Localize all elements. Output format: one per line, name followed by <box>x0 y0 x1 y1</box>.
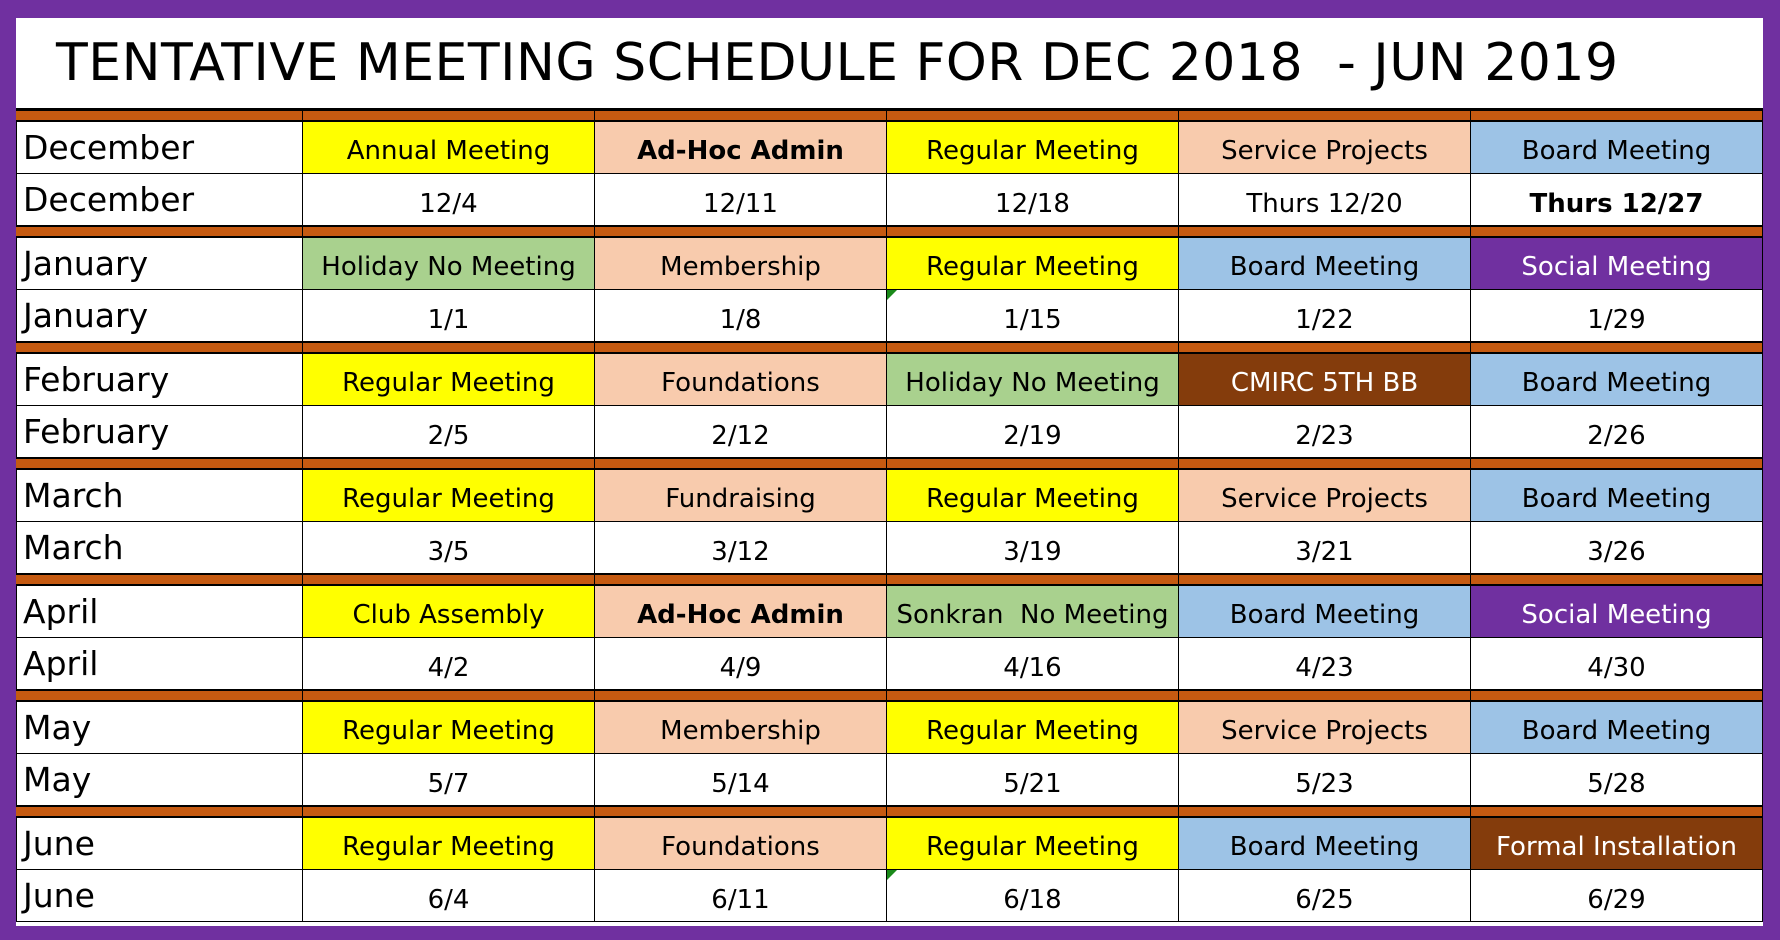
event-cell[interactable]: Formal Installation <box>1471 818 1763 870</box>
month-separator <box>16 690 1763 702</box>
event-cell[interactable]: Foundations <box>595 354 887 406</box>
date-cell[interactable]: 5/23 <box>1179 754 1471 806</box>
separator-segment <box>303 574 595 586</box>
separator-segment <box>1471 226 1763 238</box>
separator-segment <box>887 110 1179 122</box>
date-cell-with-comment-marker[interactable]: 1/15 <box>887 290 1179 342</box>
event-cell[interactable]: Board Meeting <box>1179 238 1471 290</box>
date-cell[interactable]: 3/21 <box>1179 522 1471 574</box>
month-block-march <box>16 458 1763 574</box>
separator-segment <box>1471 806 1763 818</box>
separator-segment <box>303 110 595 122</box>
event-cell[interactable]: Annual Meeting <box>303 122 595 174</box>
event-cell[interactable]: Service Projects <box>1179 122 1471 174</box>
month-label: March <box>16 470 303 522</box>
event-cell[interactable]: Sonkran No Meeting <box>887 586 1179 638</box>
event-cell[interactable]: Social Meeting <box>1471 586 1763 638</box>
event-cell[interactable]: Membership <box>595 702 887 754</box>
separator-segment <box>16 110 303 122</box>
event-cell[interactable]: Ad-Hoc Admin <box>595 586 887 638</box>
separator-segment <box>16 458 303 470</box>
separator-segment <box>1471 690 1763 702</box>
date-cell[interactable]: 6/25 <box>1179 870 1471 922</box>
event-cell[interactable]: Ad-Hoc Admin <box>595 122 887 174</box>
event-cell[interactable]: Social Meeting <box>1471 238 1763 290</box>
date-cell[interactable]: 1/29 <box>1471 290 1763 342</box>
date-cell[interactable]: 2/12 <box>595 406 887 458</box>
page-title: TENTATIVE MEETING SCHEDULE FOR DEC 2018 - JUN 2019 <box>56 33 1619 93</box>
date-cell[interactable]: 12/18 <box>887 174 1179 226</box>
event-cell[interactable]: Regular Meeting <box>303 702 595 754</box>
month-label: March <box>16 522 303 574</box>
event-cell[interactable]: Holiday No Meeting <box>303 238 595 290</box>
event-row <box>16 238 1763 290</box>
event-cell[interactable]: Regular Meeting <box>887 702 1179 754</box>
month-separator <box>16 458 1763 470</box>
date-cell[interactable]: 3/26 <box>1471 522 1763 574</box>
separator-segment <box>16 806 303 818</box>
date-cell[interactable]: 4/16 <box>887 638 1179 690</box>
date-cell[interactable]: 2/19 <box>887 406 1179 458</box>
separator-segment <box>1471 574 1763 586</box>
month-label: May <box>16 754 303 806</box>
date-cell[interactable]: 3/12 <box>595 522 887 574</box>
month-label: May <box>16 702 303 754</box>
separator-segment <box>303 342 595 354</box>
separator-segment <box>303 458 595 470</box>
event-cell[interactable]: Board Meeting <box>1471 470 1763 522</box>
date-cell[interactable]: 1/8 <box>595 290 887 342</box>
event-row <box>16 586 1763 638</box>
event-row <box>16 470 1763 522</box>
event-cell[interactable]: Holiday No Meeting <box>887 354 1179 406</box>
event-cell[interactable]: Regular Meeting <box>887 818 1179 870</box>
date-cell[interactable]: Thurs 12/27 <box>1471 174 1763 226</box>
date-cell[interactable]: 1/22 <box>1179 290 1471 342</box>
month-label: June <box>16 870 303 922</box>
separator-segment <box>1471 458 1763 470</box>
month-separator <box>16 342 1763 354</box>
separator-segment <box>1179 458 1471 470</box>
event-row <box>16 818 1763 870</box>
separator-segment <box>303 690 595 702</box>
separator-segment <box>1179 690 1471 702</box>
date-cell[interactable]: 6/29 <box>1471 870 1763 922</box>
month-label: April <box>16 638 303 690</box>
date-cell[interactable]: 4/23 <box>1179 638 1471 690</box>
separator-segment <box>887 226 1179 238</box>
month-separator <box>16 574 1763 586</box>
event-cell[interactable]: Foundations <box>595 818 887 870</box>
date-cell[interactable]: 5/14 <box>595 754 887 806</box>
date-cell[interactable]: 5/21 <box>887 754 1179 806</box>
month-label: June <box>16 818 303 870</box>
date-cell[interactable]: 12/11 <box>595 174 887 226</box>
date-row <box>16 754 1763 806</box>
separator-segment <box>1179 342 1471 354</box>
month-block-january <box>16 226 1763 342</box>
separator-segment <box>887 574 1179 586</box>
month-separator <box>16 226 1763 238</box>
date-cell[interactable]: 5/28 <box>1471 754 1763 806</box>
separator-segment <box>16 342 303 354</box>
date-cell[interactable]: 6/4 <box>303 870 595 922</box>
date-row <box>16 406 1763 458</box>
event-cell[interactable]: Board Meeting <box>1471 354 1763 406</box>
month-block-june <box>16 806 1763 922</box>
event-cell[interactable]: Board Meeting <box>1471 122 1763 174</box>
separator-segment <box>303 226 595 238</box>
month-block-april <box>16 574 1763 690</box>
date-cell[interactable]: 1/1 <box>303 290 595 342</box>
date-cell[interactable]: 2/26 <box>1471 406 1763 458</box>
event-cell[interactable]: Service Projects <box>1179 702 1471 754</box>
date-cell[interactable]: 2/23 <box>1179 406 1471 458</box>
date-cell[interactable]: 3/19 <box>887 522 1179 574</box>
separator-segment <box>595 226 887 238</box>
separator-segment <box>16 226 303 238</box>
month-block-february <box>16 342 1763 458</box>
separator-segment <box>16 574 303 586</box>
separator-segment <box>1179 806 1471 818</box>
separator-segment <box>1179 226 1471 238</box>
date-cell[interactable]: 4/9 <box>595 638 887 690</box>
event-cell[interactable]: Service Projects <box>1179 470 1471 522</box>
separator-segment <box>595 690 887 702</box>
separator-segment <box>16 690 303 702</box>
date-row <box>16 522 1763 574</box>
date-row <box>16 638 1763 690</box>
date-row <box>16 290 1763 342</box>
event-cell[interactable]: Board Meeting <box>1179 586 1471 638</box>
event-cell[interactable]: Fundraising <box>595 470 887 522</box>
date-cell[interactable]: Thurs 12/20 <box>1179 174 1471 226</box>
date-row <box>16 870 1763 922</box>
month-block-december <box>16 110 1763 226</box>
separator-segment <box>887 806 1179 818</box>
date-cell[interactable]: 4/30 <box>1471 638 1763 690</box>
date-cell[interactable]: 2/5 <box>303 406 595 458</box>
month-label: February <box>16 406 303 458</box>
separator-segment <box>1179 110 1471 122</box>
date-cell[interactable]: 3/5 <box>303 522 595 574</box>
event-cell[interactable]: Board Meeting <box>1179 818 1471 870</box>
separator-segment <box>303 806 595 818</box>
month-label: December <box>16 122 303 174</box>
month-label: April <box>16 586 303 638</box>
separator-segment <box>1179 574 1471 586</box>
date-cell[interactable]: 6/11 <box>595 870 887 922</box>
month-separator <box>16 806 1763 818</box>
date-cell[interactable]: 4/2 <box>303 638 595 690</box>
separator-segment <box>595 342 887 354</box>
month-label: January <box>16 238 303 290</box>
event-row <box>16 354 1763 406</box>
month-label: December <box>16 174 303 226</box>
event-cell[interactable]: Regular Meeting <box>887 238 1179 290</box>
event-cell[interactable]: Regular Meeting <box>303 470 595 522</box>
separator-segment <box>887 342 1179 354</box>
date-cell[interactable]: 5/7 <box>303 754 595 806</box>
month-separator <box>16 110 1763 122</box>
event-cell[interactable]: Regular Meeting <box>303 818 595 870</box>
separator-segment <box>887 690 1179 702</box>
event-cell[interactable]: CMIRC 5TH BB <box>1179 354 1471 406</box>
separator-segment <box>1471 110 1763 122</box>
event-cell[interactable]: Club Assembly <box>303 586 595 638</box>
month-label: January <box>16 290 303 342</box>
date-row <box>16 174 1763 226</box>
event-row <box>16 122 1763 174</box>
event-cell[interactable]: Regular Meeting <box>887 470 1179 522</box>
month-block-may <box>16 690 1763 806</box>
separator-segment <box>595 574 887 586</box>
event-row <box>16 702 1763 754</box>
separator-segment <box>595 806 887 818</box>
month-label: February <box>16 354 303 406</box>
separator-segment <box>1471 342 1763 354</box>
date-cell[interactable]: 12/4 <box>303 174 595 226</box>
event-cell[interactable]: Regular Meeting <box>887 122 1179 174</box>
event-cell[interactable]: Membership <box>595 238 887 290</box>
event-cell[interactable]: Board Meeting <box>1471 702 1763 754</box>
separator-segment <box>887 458 1179 470</box>
separator-segment <box>595 110 887 122</box>
schedule-sheet <box>16 18 1763 926</box>
event-cell[interactable]: Regular Meeting <box>303 354 595 406</box>
separator-segment <box>595 458 887 470</box>
date-cell-with-comment-marker[interactable]: 6/18 <box>887 870 1179 922</box>
schedule-grid <box>16 110 1763 922</box>
